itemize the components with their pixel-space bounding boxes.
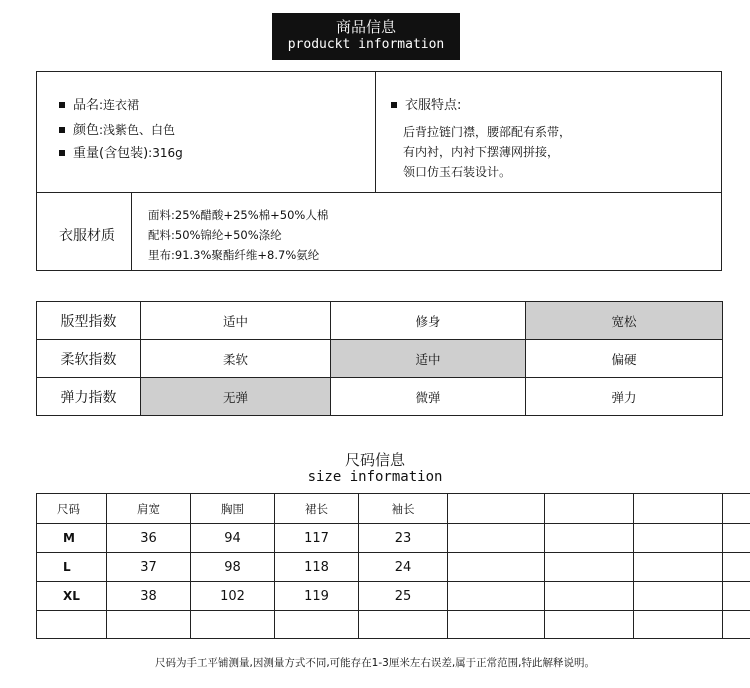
size-cell: 37 (107, 553, 191, 582)
index-option: 修身 (331, 302, 526, 340)
size-cell (634, 611, 723, 639)
divider (375, 72, 376, 192)
bullet-icon (59, 150, 65, 156)
size-cell: M (37, 524, 107, 553)
size-cell (359, 611, 448, 639)
size-cell (448, 524, 545, 553)
size-cell: 102 (191, 582, 275, 611)
measurement-note: 尺码为手工平铺测量,因测量方式不同,可能存在1-3厘米左右误差,属于正常范围,特此解释说明。 (155, 657, 595, 669)
index-option-selected: 宽松 (526, 302, 723, 340)
size-row (37, 611, 750, 639)
material-line: 里布:91.3%聚酯纤维+8.7%氨纶 (148, 248, 320, 262)
size-cell: 118 (275, 553, 359, 582)
size-cell (448, 582, 545, 611)
size-cell: 94 (191, 524, 275, 553)
index-row (37, 340, 723, 378)
title-banner (272, 13, 460, 60)
size-cell (634, 524, 723, 553)
size-header-cell (723, 494, 750, 524)
size-cell (545, 553, 634, 582)
product-info-box (36, 71, 722, 271)
size-cell (275, 611, 359, 639)
size-row (37, 524, 750, 553)
features-text: 后背拉链门襟，腰部配有系带， 有内衬，内衬下摆薄网拼接， 领口仿玉石装设计。 (403, 125, 572, 179)
index-option-selected: 适中 (331, 340, 526, 378)
index-option-selected: 无弹 (141, 378, 331, 416)
size-header-cell: 肩宽 (107, 494, 191, 524)
size-title-en: size information (307, 469, 443, 485)
index-option: 偏硬 (526, 340, 723, 378)
fit-index-table (36, 301, 723, 416)
size-cell (37, 611, 107, 639)
size-cell (545, 582, 634, 611)
size-header-row (37, 494, 750, 524)
size-header-cell: 尺码 (37, 494, 107, 524)
index-label: 弹力指数 (37, 378, 141, 416)
index-option: 微弹 (331, 378, 526, 416)
banner-title-en: produckt information (287, 37, 445, 52)
banner-title-cn: 商品信息 (335, 18, 396, 36)
index-option: 柔软 (141, 340, 331, 378)
size-cell: 117 (275, 524, 359, 553)
size-cell (634, 553, 723, 582)
bullet-icon (391, 102, 397, 108)
index-label: 柔软指数 (37, 340, 141, 378)
size-cell (634, 582, 723, 611)
bullet-icon (59, 102, 65, 108)
size-cell: 38 (107, 582, 191, 611)
size-cell: 23 (359, 524, 448, 553)
index-option: 弹力 (526, 378, 723, 416)
size-cell: 98 (191, 553, 275, 582)
features-heading: 衣服特点: (391, 97, 461, 114)
size-header-cell: 胸围 (191, 494, 275, 524)
size-row (37, 553, 750, 582)
index-row (37, 378, 723, 416)
size-cell: 119 (275, 582, 359, 611)
index-label: 版型指数 (37, 302, 141, 340)
size-cell: L (37, 553, 107, 582)
size-cell: 25 (359, 582, 448, 611)
bullet-icon (59, 127, 65, 133)
size-cell (545, 611, 634, 639)
product-name: 品名:连衣裙 (59, 97, 139, 114)
size-cell (448, 611, 545, 639)
size-table (36, 493, 750, 639)
size-header-cell (448, 494, 545, 524)
size-header-cell: 裙长 (275, 494, 359, 524)
size-cell: 36 (107, 524, 191, 553)
size-cell: 24 (359, 553, 448, 582)
size-cell (191, 611, 275, 639)
size-cell (723, 611, 750, 639)
index-row (37, 302, 723, 340)
size-row (37, 582, 750, 611)
size-header-cell: 袖长 (359, 494, 448, 524)
size-cell (723, 524, 750, 553)
size-header-cell (545, 494, 634, 524)
divider (131, 192, 132, 270)
size-cell (545, 524, 634, 553)
size-cell (107, 611, 191, 639)
size-title-cn: 尺码信息 (344, 451, 405, 469)
product-color: 颜色:浅紫色、白色 (59, 122, 175, 139)
material-label: 衣服材质 (59, 228, 115, 244)
index-option: 适中 (141, 302, 331, 340)
size-header-cell (634, 494, 723, 524)
product-weight: 重量(含包装):316g (59, 145, 183, 162)
size-cell (448, 553, 545, 582)
size-cell: XL (37, 582, 107, 611)
material-line: 配料:50%锦纶+50%涤纶 (148, 228, 282, 242)
size-cell (723, 582, 750, 611)
divider (37, 192, 721, 193)
material-line: 面料:25%醋酸+25%棉+50%人棉 (148, 208, 329, 222)
size-cell (723, 553, 750, 582)
